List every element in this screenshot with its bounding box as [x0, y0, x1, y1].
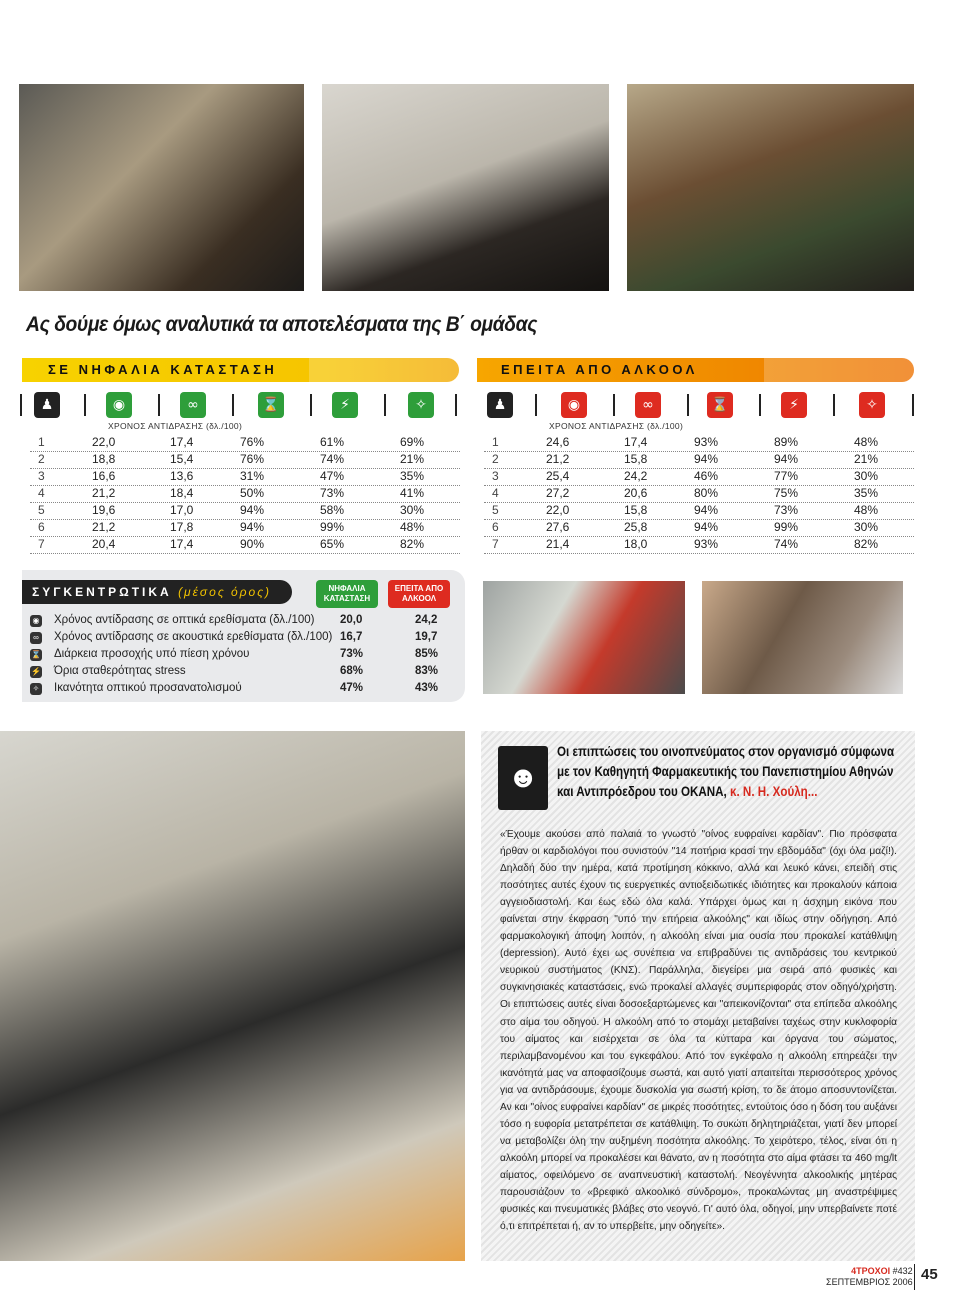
- table-row: [484, 434, 914, 452]
- table-cell: 18,8: [92, 452, 116, 466]
- table-cell: 80%: [694, 486, 719, 500]
- lightning-icon: ⚡: [31, 667, 41, 676]
- table-cell: 27,6: [546, 520, 570, 534]
- alcohol-icon-row: [477, 392, 914, 418]
- quote-author-name: κ. Ν. Η. Χούλη...: [730, 784, 818, 799]
- row-index: 7: [492, 537, 499, 551]
- table-cell: 46%: [694, 469, 719, 483]
- compass-icon: ✧: [859, 392, 885, 418]
- sober-reaction-caption: ΧΡΟΝΟΣ ΑΝΤΙΔΡΑΣΗΣ (δλ./100): [108, 421, 243, 431]
- summary-label: Χρόνος αντίδρασης σε οπτικά ερεθίσματα (δλ./100): [54, 614, 315, 626]
- table-cell: 48%: [400, 520, 425, 534]
- row-index: 5: [492, 503, 499, 517]
- table-cell: 21%: [400, 452, 425, 466]
- summary-col-alcohol: ΕΠΕΙΤΑ ΑΠΟ ΑΛΚΟΟΛ: [388, 580, 450, 608]
- table-row: [484, 451, 914, 469]
- sober-band-label: ΣΕ ΝΗΦΑΛΙΑ ΚΑΤΑΣΤΑΣΗ: [48, 362, 278, 377]
- photo-group-toasting: [627, 84, 914, 291]
- table-cell: 99%: [320, 520, 345, 534]
- summary-label: Διάρκεια προσοχής υπό πίεση χρόνου: [54, 648, 250, 660]
- table-cell: 18,0: [624, 537, 648, 551]
- summary-sober-value: 16,7: [340, 631, 363, 643]
- table-cell: 50%: [240, 486, 265, 500]
- summary-alcohol-value: 85%: [415, 648, 439, 660]
- hourglass-icon: ⌛: [707, 392, 733, 418]
- table-cell: 74%: [320, 452, 345, 466]
- photo-man-drinking-glass: [19, 84, 304, 291]
- table-cell: 76%: [240, 435, 265, 449]
- table-cell: 21%: [854, 452, 879, 466]
- table-cell: 18,4: [170, 486, 194, 500]
- table-cell: 69%: [400, 435, 425, 449]
- photo-reaction-test-computer: [483, 581, 685, 694]
- table-row: [30, 468, 460, 486]
- table-cell: 73%: [320, 486, 345, 500]
- section-title: Ας δούμε όμως αναλυτικά τα αποτελέσματα της Β΄ ομάδας: [26, 313, 537, 336]
- table-cell: 41%: [400, 486, 425, 500]
- photo-test-console: [0, 731, 465, 1261]
- summary-alcohol-value: 83%: [415, 665, 439, 677]
- sober-band: [22, 358, 459, 382]
- issue-number: #432: [892, 1266, 913, 1276]
- table-cell: 19,6: [92, 503, 116, 517]
- photo-man-drinking-bottle: [322, 84, 609, 291]
- table-cell: 30%: [400, 503, 425, 517]
- summary-sober-value: 68%: [340, 665, 364, 677]
- compass-icon: ✧: [30, 683, 42, 695]
- eye-icon: ◉: [30, 615, 42, 627]
- ear-icon: ∞: [30, 632, 42, 644]
- table-cell: 35%: [400, 469, 425, 483]
- table-cell: 17,0: [170, 503, 194, 517]
- quote-body: «Έχουμε ακούσει από παλαιά το γνωστό "οίνος ευφραίνει καρδίαν". Πιο πρόσφατα ήρθαν οι καρδιολόγοι που συνιστούν "14 ποτήρια κρασί την εβδομάδα" (όχι όλα μαζί!). Δηλαδή δύο την ημέρα, κατά προτίμηση κόκκινο, αλλά και λευκό κάνει, επειδή στις ποσότητες αυτές έχουν τις ευεργετικές αντιοξειδωτικές ιδιότητες και προκαλούν κάποια αγγειοδιαστολή. Και έως εδώ όλα καλά. Υπάρχει όμως και η άσχημη εικόνα που φαίνεται στην έκφραση "υπό την επήρεια αλκοόλης" και ιδίως στην οδήγηση. Από φαρμακολογική άποψη λοιπόν, η αλκοόλη είναι μια ουσία που προκαλεί κατάθλιψη (depression). Αυτό έχει ως συνέπεια να επιβραδύνει τις αντιδράσεις του κεντρικού νευρικού συστήματος (ΚΝΣ). Παράλληλα, διεγείρει μια σειρά από φυσικές και συγκινησιακές καταστάσεις, ενώ προκαλεί αλλαγές συμπεριφοράς στον οδηγό/χρήστη. Οι επιπτώσεις αυτές είναι δοσοεξαρτώμενες και "απεικονίζονται" στα επίπεδα αλκοόλης στο αίμα του οδηγού. Η αλκοόλη από το στομάχι μεταβαίνει ταχέως στην κυκλοφορία του αίματος και εισέρχεται σε όλα τα κύτταρα και όργανα του σώματος, περιλαμβανομένου και του εγκεφάλου. Από τον εγκέφαλο η αλκοόλη επηρεάζει την ικανότητά μας να αποφασίζουμε σωστά, και αυτό γιατί απαιτείται περισσότερος χρόνος για να αντιδράσουμε, έχουμε δυσκολία για σωστή κρίση, το δε άτομο αποσυντονίζεται. Αν και "οίνος ευφραίνει καρδίαν" σε μικρές ποσότητες, εντούτοις όσο η δόση του αυξάνει τόσο η ευφορία μετατρέπεται σε κατάθλιψη. Το συκώτι δηλητηριάζεται, γιατί δεν μπορεί να μεταβολίζει όλη την αυξημένη ποσότητα αλκοόλης. Το χειρότερο, τέλος, είναι ότι η αλκοόλη μπορεί να προκαλέσει και θάνατο, αν η ποσότητα στο αίμα φτάσει τα 460 mg/lt αίματος, οφειλόμενο σε αναπνευστική καταστολή. Νεογέννητα αλκοολικής μητέρας παρουσιάζουν το «βρεφικό αλκοολικό σύνδρομο», προκαλώντας μη αναστρέψιμες φυσικές και πνευματικές βλάβες στο νεογνό. Γι' αυτό όλα, οδηγοί, μην υπερβαίνετε ποτέ ό,τι επιτρέπεται ή, αν το υπερβείτε, μην οδηγείτε».: [500, 829, 897, 1233]
- hourglass-icon: ⌛: [31, 650, 41, 659]
- table-row: [30, 434, 460, 452]
- alcohol-band-label: ΕΠΕΙΤΑ ΑΠΟ ΑΛΚΟΟΛ: [501, 362, 698, 377]
- table-cell: 25,8: [624, 520, 648, 534]
- table-cell: 94%: [694, 503, 719, 517]
- table-cell: 61%: [320, 435, 345, 449]
- table-cell: 15,4: [170, 452, 194, 466]
- summary-sober-value: 47%: [340, 682, 364, 694]
- row-index: 6: [38, 520, 45, 534]
- row-index: 2: [492, 452, 499, 466]
- table-cell: 93%: [694, 537, 719, 551]
- table-cell: 99%: [774, 520, 799, 534]
- table-row: [30, 485, 460, 503]
- row-index: 1: [38, 435, 45, 449]
- table-cell: 35%: [854, 486, 879, 500]
- table-cell: 20,4: [92, 537, 116, 551]
- table-cell: 22,0: [92, 435, 116, 449]
- row-index: 2: [38, 452, 45, 466]
- table-row: [30, 502, 460, 520]
- table-cell: 16,6: [92, 469, 116, 483]
- alcohol-band: [477, 358, 914, 382]
- table-cell: 48%: [854, 503, 879, 517]
- table-row: [30, 536, 460, 554]
- ear-icon: ∞: [635, 392, 661, 418]
- table-cell: 30%: [854, 469, 879, 483]
- table-cell: 94%: [774, 452, 799, 466]
- table-cell: 20,6: [624, 486, 648, 500]
- table-cell: 75%: [774, 486, 799, 500]
- row-index: 3: [38, 469, 45, 483]
- summary-alcohol-value: 24,2: [415, 614, 438, 626]
- table-cell: 25,4: [546, 469, 570, 483]
- table-cell: 74%: [774, 537, 799, 551]
- summary-label: Όρια σταθερότητας stress: [54, 665, 186, 677]
- table-cell: 94%: [694, 520, 719, 534]
- table-cell: 17,8: [170, 520, 194, 534]
- sober-icon-row: [22, 392, 459, 418]
- row-index: 6: [492, 520, 499, 534]
- table-row: [484, 468, 914, 486]
- summary-label: Χρόνος αντίδρασης σε ακουστικά ερεθίσματα (δλ./100): [54, 631, 333, 643]
- summary-heading-sub: (μέσος όρος): [178, 585, 272, 599]
- summary-sober-value: 20,0: [340, 614, 363, 626]
- table-cell: 94%: [240, 520, 265, 534]
- speaking-head-icon: ☻: [498, 746, 548, 810]
- table-row: [484, 519, 914, 537]
- table-cell: 73%: [774, 503, 799, 517]
- page-number: 45: [921, 1266, 938, 1283]
- table-cell: 21,2: [92, 520, 116, 534]
- table-row: [484, 485, 914, 503]
- page-footer: [826, 1266, 913, 1288]
- lightning-icon: ⚡: [332, 392, 358, 418]
- table-cell: 31%: [240, 469, 265, 483]
- summary-alcohol-value: 43%: [415, 682, 439, 694]
- table-cell: 82%: [854, 537, 879, 551]
- summary-label: Ικανότητα οπτικού προσανατολισμού: [54, 682, 242, 694]
- table-cell: 21,2: [92, 486, 116, 500]
- table-cell: 17,4: [624, 435, 648, 449]
- table-row: [30, 451, 460, 469]
- table-row: [30, 519, 460, 537]
- person-icon: ♟: [34, 392, 60, 418]
- table-cell: 13,6: [170, 469, 194, 483]
- table-cell: 58%: [320, 503, 345, 517]
- table-cell: 15,8: [624, 503, 648, 517]
- table-cell: 90%: [240, 537, 265, 551]
- issue-date: ΣΕΠΤΕΜΒΡΙΟΣ 2006: [826, 1277, 913, 1287]
- table-cell: 22,0: [546, 503, 570, 517]
- table-cell: 17,4: [170, 537, 194, 551]
- table-cell: 15,8: [624, 452, 648, 466]
- row-index: 4: [492, 486, 499, 500]
- summary-col-sober: ΝΗΦΑΛΙΑ ΚΑΤΑΣΤΑΣΗ: [316, 580, 378, 608]
- table-cell: 82%: [400, 537, 425, 551]
- row-index: 1: [492, 435, 499, 449]
- row-index: 4: [38, 486, 45, 500]
- row-index: 7: [38, 537, 45, 551]
- table-cell: 27,2: [546, 486, 570, 500]
- ear-icon: ∞: [180, 392, 206, 418]
- table-cell: 48%: [854, 435, 879, 449]
- person-icon: ♟: [487, 392, 513, 418]
- row-index: 5: [38, 503, 45, 517]
- table-cell: 94%: [240, 503, 265, 517]
- summary-sober-value: 73%: [340, 648, 364, 660]
- compass-icon: ✧: [408, 392, 434, 418]
- summary-alcohol-value: 19,7: [415, 631, 438, 643]
- table-cell: 94%: [694, 452, 719, 466]
- hourglass-icon: ⌛: [258, 392, 284, 418]
- table-cell: 17,4: [170, 435, 194, 449]
- table-cell: 21,4: [546, 537, 570, 551]
- eye-icon: ◉: [106, 392, 132, 418]
- table-cell: 65%: [320, 537, 345, 551]
- table-cell: 30%: [854, 520, 879, 534]
- lightning-icon: ⚡: [781, 392, 807, 418]
- summary-heading-text: ΣΥΓΚΕΝΤΡΩΤΙΚΑ: [32, 585, 172, 599]
- table-cell: 24,6: [546, 435, 570, 449]
- table-cell: 21,2: [546, 452, 570, 466]
- summary-heading: [22, 580, 292, 604]
- table-row: [484, 536, 914, 554]
- row-index: 3: [492, 469, 499, 483]
- magazine-name: 4ΤΡΟΧΟΙ: [851, 1266, 891, 1276]
- table-cell: 24,2: [624, 469, 648, 483]
- table-row: [484, 502, 914, 520]
- table-cell: 89%: [774, 435, 799, 449]
- photo-breathalyzer-test: [702, 581, 903, 694]
- alcohol-reaction-caption: ΧΡΟΝΟΣ ΑΝΤΙΔΡΑΣΗΣ (δλ./100): [549, 421, 684, 431]
- table-cell: 47%: [320, 469, 345, 483]
- table-cell: 77%: [774, 469, 799, 483]
- quote-heading: Οι επιπτώσεις του οινοπνεύματος στον οργανισμό σύμφωνα με τον Καθηγητή Φαρμακευτικής του Πανεπιστημίου Αθηνών και Αντιπρόεδρου του ΟΚΑΝΑ, κ. Ν. Η. Χούλη...: [557, 744, 895, 799]
- table-cell: 93%: [694, 435, 719, 449]
- eye-icon: ◉: [561, 392, 587, 418]
- table-cell: 76%: [240, 452, 265, 466]
